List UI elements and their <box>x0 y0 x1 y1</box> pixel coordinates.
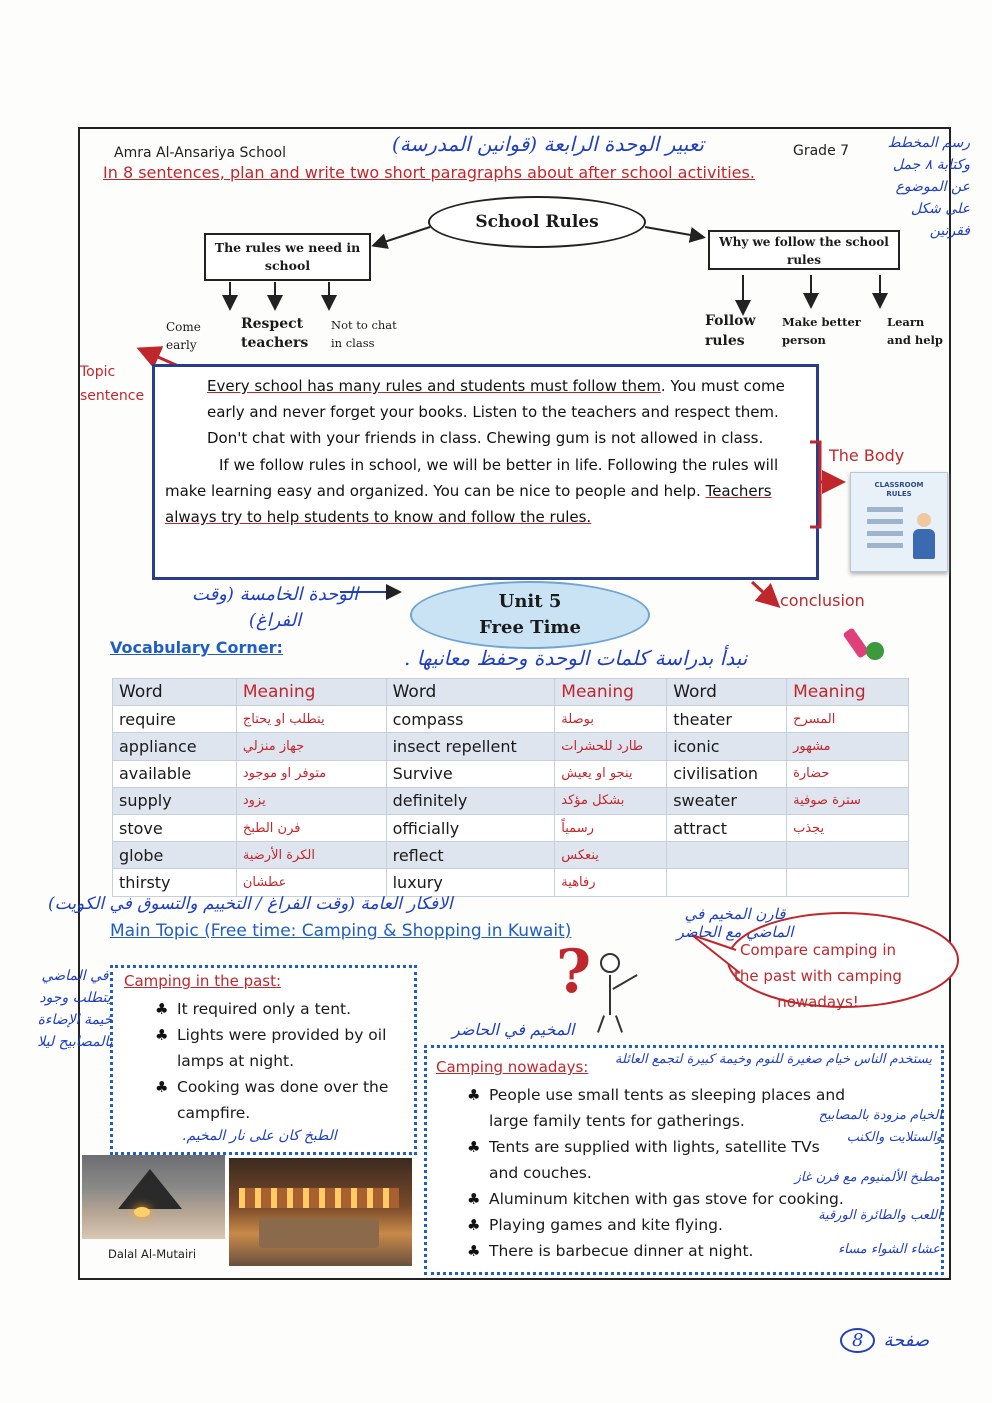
meaning-cell: فرن الطبخ <box>236 814 386 841</box>
camping-now-arabic-heading: المخيم في الحاضر <box>452 1020 575 1039</box>
table-row <box>113 842 909 869</box>
camping-past-list <box>155 996 410 1126</box>
mindmap-center-label: School Rules <box>475 212 599 232</box>
meaning-cell: ينعكس <box>555 842 667 869</box>
unit-title: Free Time <box>479 617 581 638</box>
question-mark-icon: ? <box>556 937 592 1007</box>
table-row <box>113 814 909 841</box>
bubble-arabic-note: قارن المخيم في الماضي مع الحاضر <box>676 905 794 941</box>
topic-sentence-label: Topic sentence <box>80 364 145 404</box>
mindmap-left-box: The rules we need in school <box>204 233 371 281</box>
header-cell: Word <box>386 679 555 706</box>
classroom-rules-picture <box>850 472 948 572</box>
camping-now-note-5: عشاء الشواء مساء <box>838 1242 940 1257</box>
word-cell: theater <box>667 706 787 733</box>
meaning-cell: جهاز منزلي <box>236 733 386 760</box>
mindmap-right-item-1: Follow rules <box>705 313 756 349</box>
word-cell <box>667 842 787 869</box>
camping-now-note-1: يستخدم الناس خيام صغيرة للنوم وخيمة كبيرة لتجمع العائلة <box>614 1052 932 1067</box>
list-item: ♣ Playing games and kite flying. <box>467 1212 907 1238</box>
word-cell: stove <box>113 814 237 841</box>
conclusion-sentence: Teachers always try to help students to know and follow the rules. <box>165 481 772 527</box>
word-cell: iconic <box>667 733 787 760</box>
pencil-icon <box>846 624 886 664</box>
body-label: The Body <box>829 446 905 465</box>
meaning-cell <box>787 869 909 896</box>
table-row <box>113 869 909 896</box>
word-cell: thirsty <box>113 869 237 896</box>
meaning-cell: يتطلب او يحتاج <box>236 706 386 733</box>
list-item: ♣ It required only a tent. <box>155 996 410 1022</box>
camping-now-heading: Camping nowadays: <box>436 1058 589 1076</box>
meaning-cell: حضارة <box>787 760 909 787</box>
paragraph-2-body: If we follow rules in school, we will be better in life. Following the rules will make learning easy and organized. You can be nice to people and help. <box>165 455 779 500</box>
unit-arabic-note: الوحدة الخامسة (وقت الفراغ) <box>191 584 359 631</box>
camping-past-arabic-bottom: الطبخ كان على نار المخيم. <box>182 1128 337 1144</box>
word-cell: definitely <box>386 787 555 814</box>
word-cell: reflect <box>386 842 555 869</box>
meaning-cell: ينجو او يعيش <box>555 760 667 787</box>
meaning-cell: متوفر او موجود <box>236 760 386 787</box>
word-cell: available <box>113 760 237 787</box>
meaning-cell: يزود <box>236 787 386 814</box>
school-name: Amra Al-Ansariya School <box>114 145 286 161</box>
classroom-rules-title: CLASSROOM RULES <box>874 481 924 498</box>
main-topic-arabic-note: الافكار العامة (وقت الفراغ / التخييم والتسوق في الكويت) <box>48 894 453 914</box>
page-label: صفحة <box>883 1330 930 1351</box>
checklist-icon <box>867 507 903 557</box>
meaning-cell: رسمياً <box>555 814 667 841</box>
word-cell: sweater <box>667 787 787 814</box>
word-cell: attract <box>667 814 787 841</box>
header-cell: Word <box>667 679 787 706</box>
meaning-cell: المسرح <box>787 706 909 733</box>
camping-past-heading: Camping in the past: <box>124 972 282 990</box>
mindmap-right-item-3: Learn and help <box>887 315 943 347</box>
mindmap-left-item-2: Respect teachers <box>241 316 309 351</box>
meaning-cell: مشهور <box>787 733 909 760</box>
instruction-text: In 8 sentences, plan and write two short paragraphs about after school activities. <box>103 163 755 182</box>
grade-label: Grade 7 <box>793 143 850 159</box>
list-item: ♣ People use small tents as sleeping places and large family tents for gatherings. <box>467 1082 887 1134</box>
header-cell: Meaning <box>787 679 909 706</box>
mindmap-left-item-1: Come early <box>166 320 201 352</box>
meaning-cell: سترة صوفية <box>787 787 909 814</box>
header-cell: Meaning <box>555 679 667 706</box>
topic-sentence: Every school has many rules and students must follow them <box>207 377 661 395</box>
table-row <box>113 706 909 733</box>
paragraph-1 <box>165 373 808 452</box>
paragraph-1-body: . You must come early and never forget your books. Listen to the teachers and respect them. Don't chat with your friends in class. Chewing gum is not allowed in class. <box>207 377 785 448</box>
word-cell: appliance <box>113 733 237 760</box>
meaning-cell: رفاهية <box>555 869 667 896</box>
meaning-cell: عطشان <box>236 869 386 896</box>
vocabulary-heading: Vocabulary Corner: <box>110 638 283 657</box>
word-cell: Survive <box>386 760 555 787</box>
meaning-cell: بشكل مؤكد <box>555 787 667 814</box>
camping-now-note-4: اللعب والطائرة الورقية <box>818 1208 941 1223</box>
paragraph-2 <box>165 452 808 531</box>
teacher-icon <box>913 513 935 561</box>
word-cell: civilisation <box>667 760 787 787</box>
unit-ellipse <box>410 581 650 649</box>
camping-past-arabic-side: في الماضي يتطلب وجود خيمة الإضاءة بالمصابيح ليلا <box>37 968 113 1050</box>
table-row <box>113 760 909 787</box>
mindmap-right-box: Why we follow the school rules <box>708 230 900 270</box>
vocabulary-arabic-note: نبدأ بدراسة كلمات الوحدة وحفظ معانيها . <box>404 646 748 670</box>
unit-number: Unit 5 <box>498 591 562 612</box>
meaning-cell: طارد للحشرات <box>555 733 667 760</box>
speech-bubble-text: Compare camping in the past with camping nowadays! <box>734 941 902 1011</box>
page-number-value: 8 <box>840 1328 875 1353</box>
word-cell: officially <box>386 814 555 841</box>
word-cell: compass <box>386 706 555 733</box>
main-topic-title: Main Topic (Free time: Camping & Shopping in Kuwait) <box>110 921 572 941</box>
camping-now-note-3: مطبخ الألمنيوم مع فرن غاز <box>794 1170 940 1185</box>
word-cell: luxury <box>386 869 555 896</box>
word-cell <box>667 869 787 896</box>
mindmap-right-item-2: Make better person <box>782 315 861 347</box>
list-item: ♣ Cooking was done over the campfire. <box>155 1074 410 1126</box>
list-item: ♣ There is barbecue dinner at night. <box>467 1238 907 1264</box>
figure-head-icon <box>600 953 620 973</box>
header-cell: Word <box>113 679 237 706</box>
table-header-row <box>113 679 909 706</box>
mindmap-left-item-3: Not to chat in class <box>331 318 397 350</box>
vocabulary-table-wrap <box>112 678 909 897</box>
page-number <box>840 1328 929 1353</box>
handwritten-title: تعبير الوحدة الرابعة (قوانين المدرسة) <box>392 132 704 156</box>
list-item: ♣ Lights were provided by oil lamps at night. <box>155 1022 410 1074</box>
word-cell: globe <box>113 842 237 869</box>
word-cell: supply <box>113 787 237 814</box>
meaning-cell <box>787 842 909 869</box>
meaning-cell: يجذب <box>787 814 909 841</box>
tent-photo-1 <box>82 1155 225 1239</box>
photo-credit: Dalal Al-Mutairi <box>108 1247 197 1261</box>
list-item: ♣ Tents are supplied with lights, satellite TVs and couches. <box>467 1134 827 1186</box>
mindmap-center <box>428 196 646 248</box>
vocabulary-table <box>112 678 909 897</box>
side-note: رسم المخطط وكتابة ٨ جمل عن الموضوع على شكل فقرتين <box>887 135 970 239</box>
tent-photo-2 <box>229 1158 412 1266</box>
table-row <box>113 787 909 814</box>
meaning-cell: بوصلة <box>555 706 667 733</box>
header-cell: Meaning <box>236 679 386 706</box>
conclusion-label: conclusion <box>780 591 865 610</box>
table-row <box>113 733 909 760</box>
camping-now-note-2: الخيام مزودة بالمصابيح والستلايت والكنب <box>818 1108 942 1145</box>
list-item: ♣ Aluminum kitchen with gas stove for cooking. <box>467 1186 907 1212</box>
word-cell: require <box>113 706 237 733</box>
unit-note-arrow <box>338 582 408 602</box>
paragraph-box <box>152 364 819 580</box>
word-cell: insect repellent <box>386 733 555 760</box>
meaning-cell: الكرة الأرضية <box>236 842 386 869</box>
